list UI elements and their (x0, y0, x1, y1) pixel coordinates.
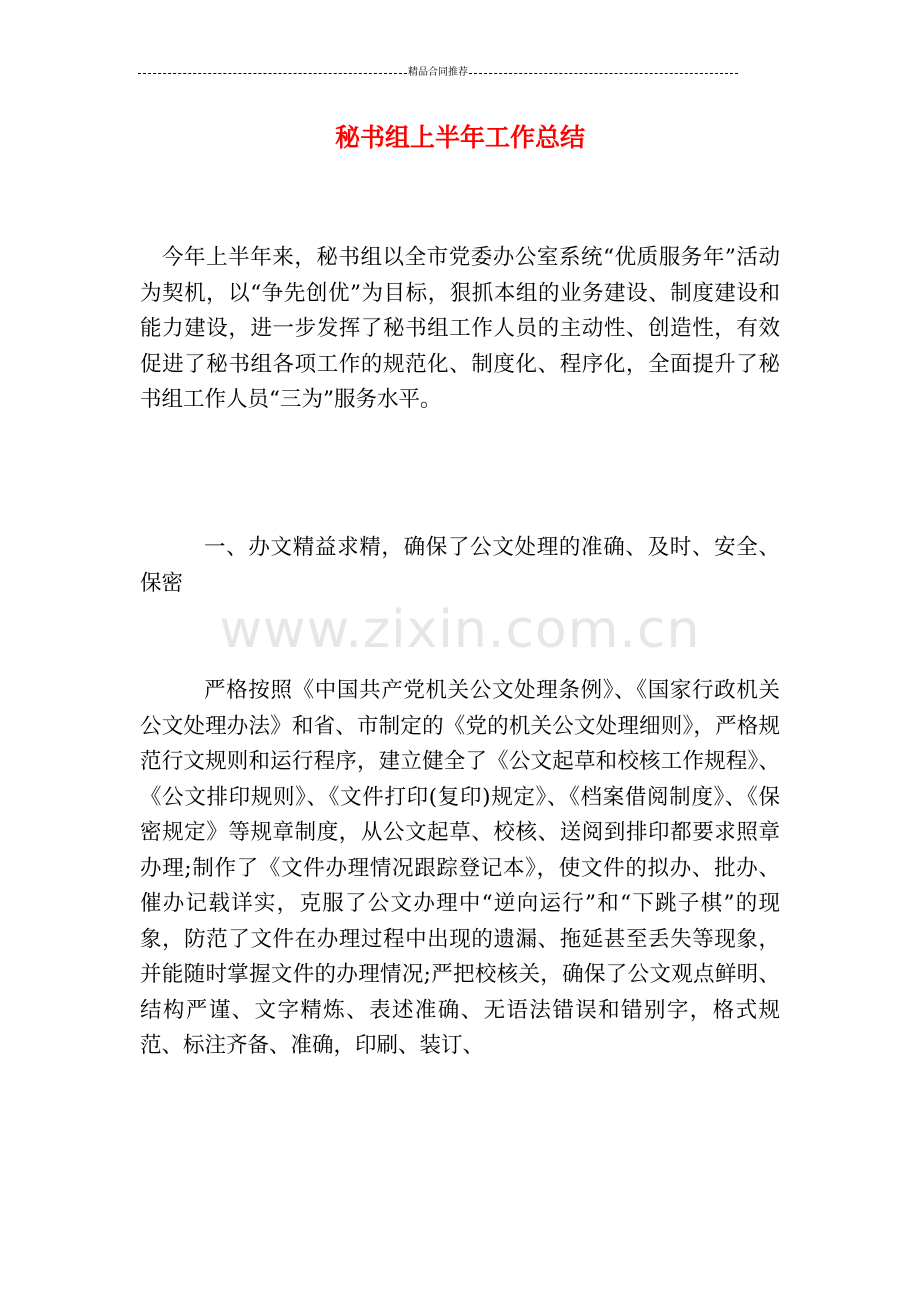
header-dash-left (138, 73, 407, 74)
paragraph-intro: 今年上半年来，秘书组以全市党委办公室系统“优质服务年”活动为契机，以“争先创优”为目标，狠抓本组的业务建设、制度建设和能力建设，进一步发挥了秘书组工作人员的主动性、创造性，有效促进了秘书组各项工作的规范化、制度化、程序化，全面提升了秘书组工作人员“三为”服务水平。 (140, 245, 780, 412)
section-heading-1: 一、办文精益求精，确保了公文处理的准确、及时、安全、保密 (140, 535, 780, 596)
page-header (138, 66, 738, 80)
watermark: www.zixin.com.cn (219, 600, 701, 660)
header-label: 精品合同推荐 (408, 67, 468, 78)
paragraph-body: 严格按照《中国共产党机关公文处理条例》、《国家行政机关公文处理办法》和省、市制定的《党的机关公文处理细则》，严格规范行文规则和运行程序，建立健全了《公文起草和校核工作规程》、《公文排印规则》、《文件打印(复印)规定》、《档案借阅制度》、《保密规定》等规章制度，从公文起草、校核、送阅到排印都要求照章办理;制作了《文件办理情况跟踪登记本》，使文件的拟办、批办、催办记载详实，克服了公文办理中“逆向运行”和“下跳子棋”的现象，防范了文件在办理过程中出现的遗漏、拖延甚至丢失等现象，并能随时掌握文件的办理情况;严把校核关，确保了公文观点鲜明、结构严谨、文字精炼、表述准确、无语法错误和错别字，格式规范、标注齐备、准确，印刷、装订、 (140, 678, 780, 1058)
document-title: 秘书组上半年工作总结 (334, 123, 585, 152)
header-dash-right (469, 73, 738, 74)
